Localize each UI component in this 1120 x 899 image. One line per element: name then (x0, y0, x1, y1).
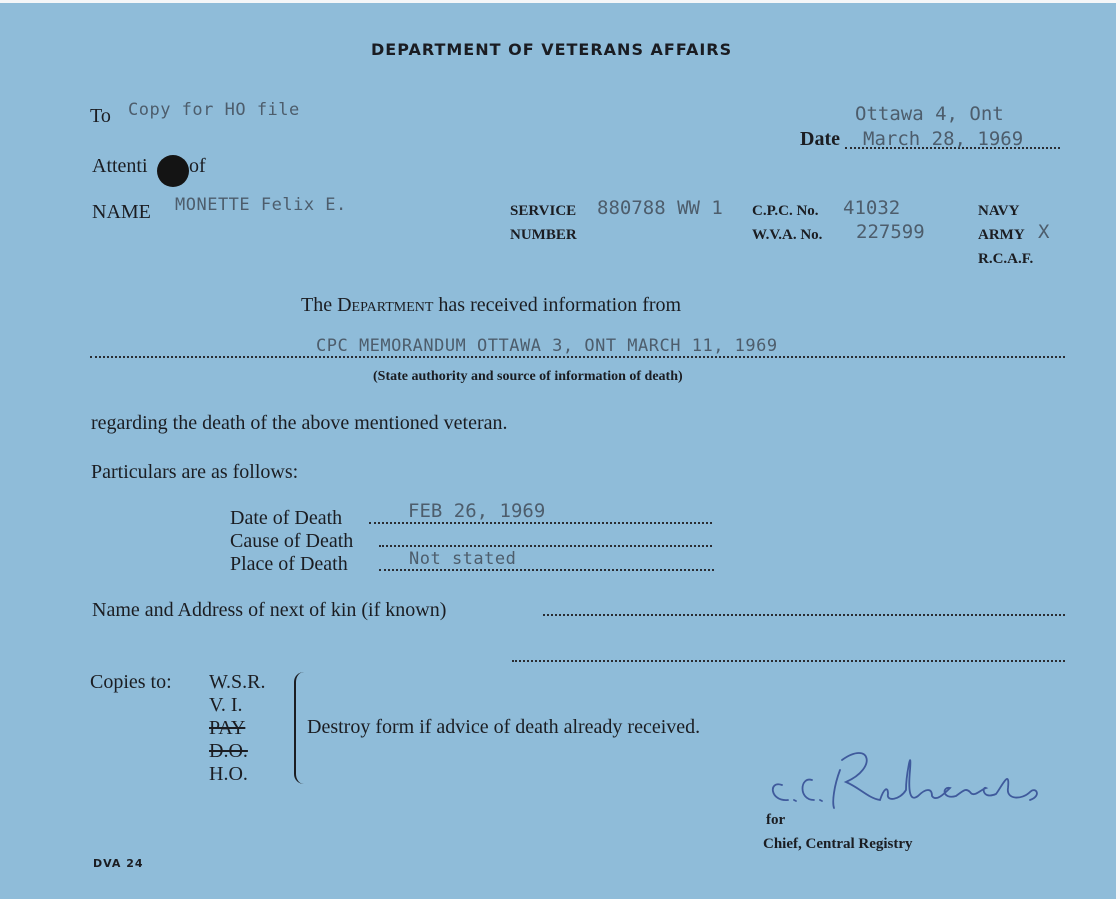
next-of-kin-line-2 (512, 660, 1065, 662)
source-note: (State authority and source of information of death) (373, 369, 683, 384)
info-from-text (301, 294, 681, 317)
date-of-death-line (369, 522, 712, 524)
to-label: To (90, 105, 111, 127)
place-of-death-label: Place of Death (230, 553, 348, 575)
army-label: ARMY (978, 227, 1025, 243)
copies-label: Copies to: (90, 671, 172, 693)
wva-value: 227599 (856, 221, 925, 243)
cause-of-death-label: Cause of Death (230, 530, 354, 552)
copy-pay: PAY (209, 717, 246, 739)
source-value: CPC MEMORANDUM OTTAWA 3, ONT MARCH 11, 1969 (316, 336, 778, 356)
next-of-kin-label: Name and Address of next of kin (if known) (92, 599, 447, 621)
attention-label-a: Attenti (92, 155, 148, 177)
copy-wsr: W.S.R. (209, 671, 266, 693)
copy-do: D.O. (209, 740, 248, 762)
cause-of-death-line (379, 545, 712, 547)
copies-brace (294, 672, 306, 784)
destroy-note: Destroy form if advice of death already received. (307, 716, 701, 738)
location-value: Ottawa 4, Ont (855, 103, 1004, 125)
wva-label: W.V.A. No. (752, 227, 823, 243)
place-of-death-value: Not stated (409, 549, 517, 569)
redaction-mark (157, 155, 189, 187)
info-from-dept: Department (337, 294, 434, 316)
copy-ho: H.O. (209, 763, 248, 785)
date-value: March 28, 1969 (863, 128, 1024, 150)
copy-vi: V. I. (209, 694, 243, 716)
source-line (90, 356, 1065, 358)
navy-label: NAVY (978, 203, 1020, 219)
date-of-death-label: Date of Death (230, 507, 343, 529)
to-value: Copy for HO file (128, 100, 300, 120)
service-label-2: NUMBER (510, 227, 577, 243)
place-of-death-line (379, 569, 714, 571)
cpc-value: 41032 (843, 197, 901, 219)
department-heading: DEPARTMENT OF VETERANS AFFAIRS (371, 40, 733, 59)
service-label: SERVICE (510, 203, 577, 219)
particulars-text: Particulars are as follows: (91, 461, 299, 483)
top-edge (0, 0, 1120, 3)
chief-label: Chief, Central Registry (763, 836, 913, 852)
attention-label-b: of (189, 155, 206, 177)
cpc-label: C.P.C. No. (752, 203, 819, 219)
right-edge (1116, 0, 1120, 899)
rcaf-label: R.C.A.F. (978, 251, 1034, 267)
date-of-death-value: FEB 26, 1969 (408, 500, 546, 522)
name-label: NAME (92, 201, 151, 223)
army-mark: X (1038, 221, 1050, 243)
for-label: for (766, 812, 786, 828)
name-value: MONETTE Felix E. (175, 195, 347, 215)
next-of-kin-line (543, 614, 1065, 616)
form-number: DVA 24 (93, 857, 144, 870)
regarding-text: regarding the death of the above mentioned veteran. (91, 412, 508, 434)
service-value: 880788 WW 1 (597, 197, 723, 219)
date-label: Date (800, 128, 840, 150)
info-from-a: The (301, 294, 338, 316)
info-from-b: has received information from (433, 294, 682, 316)
signature (760, 730, 1060, 820)
